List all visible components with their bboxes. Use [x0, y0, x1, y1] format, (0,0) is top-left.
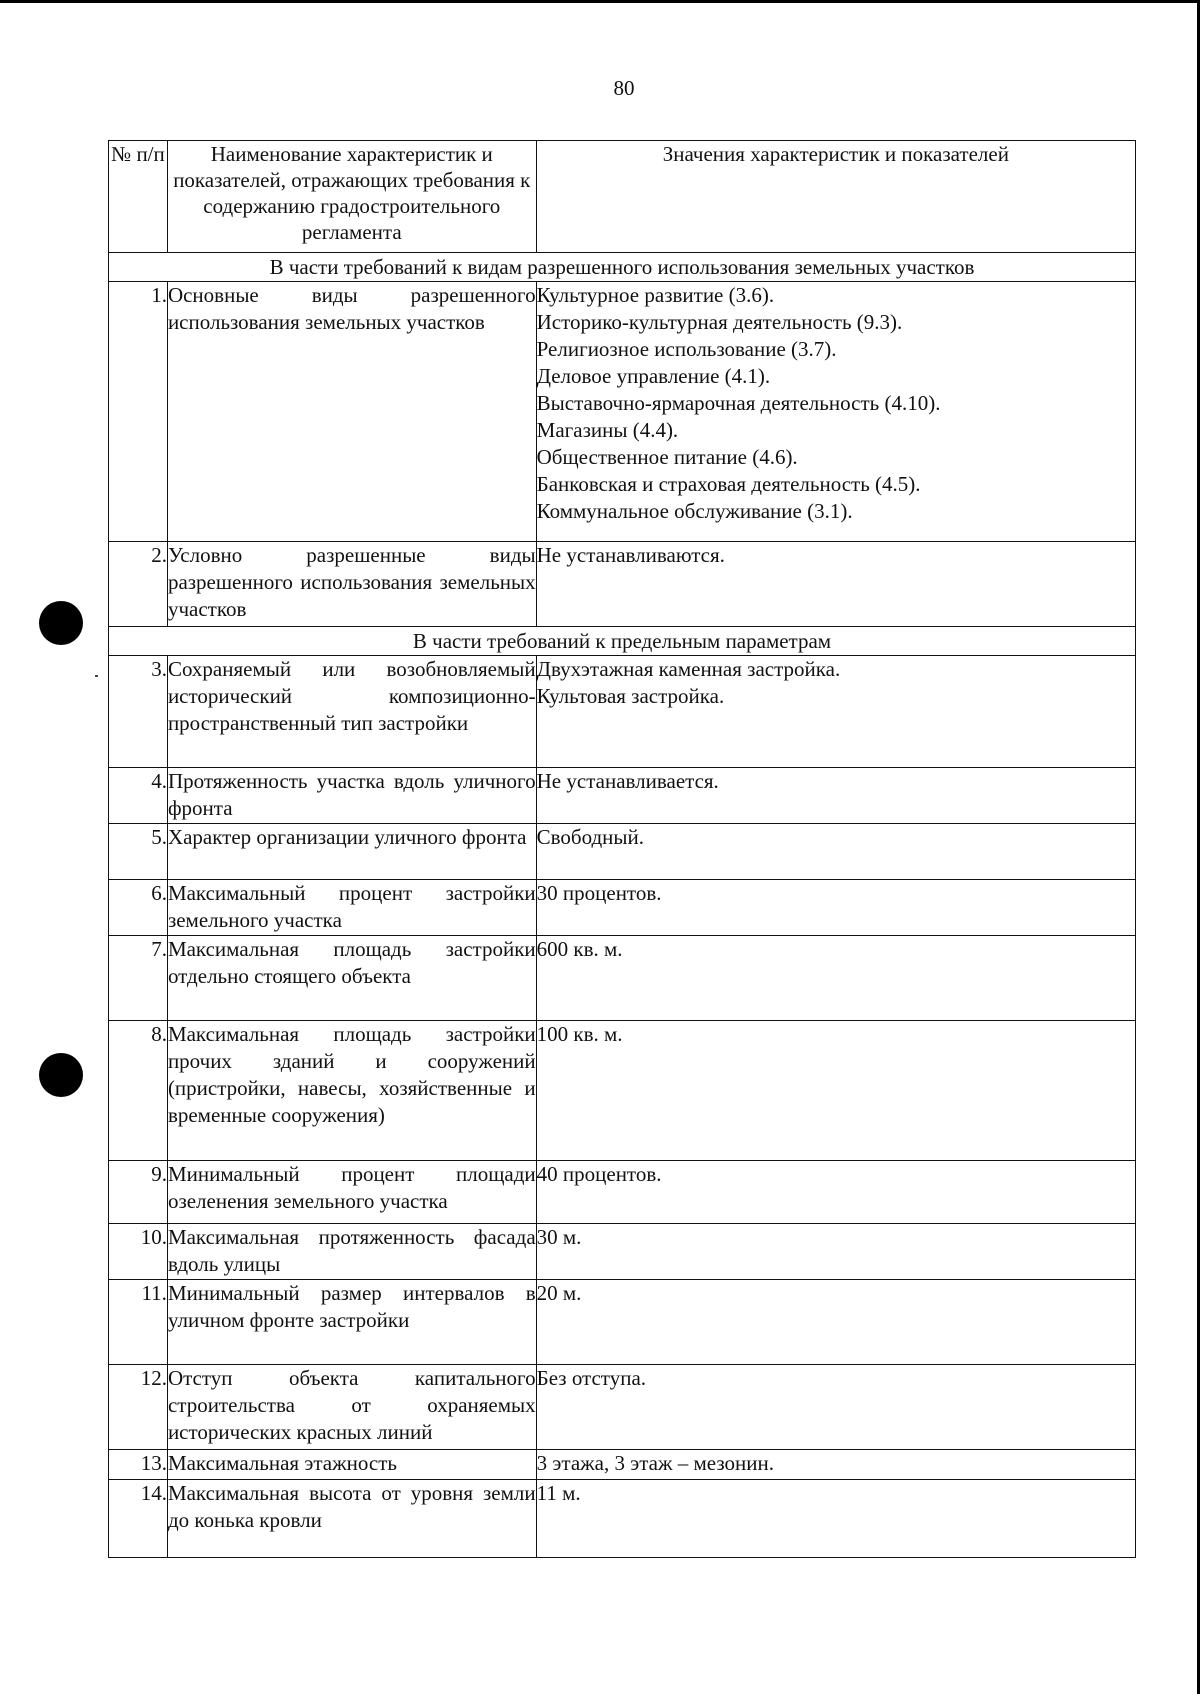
regulation-table — [108, 140, 1136, 1558]
row-num: 2. — [109, 542, 168, 627]
value-line: Историко-культурная деятельность (9.3). — [536, 310, 903, 334]
row-num: 4. — [109, 768, 168, 824]
table-row — [109, 880, 1136, 936]
row-name: Основные виды разрешенного использования земельных участков — [167, 282, 536, 542]
row-value: 40 процентов. — [536, 1161, 1135, 1224]
row-name: Протяженность участка вдоль уличного фронта — [167, 768, 536, 824]
row-num: 8. — [109, 1021, 168, 1161]
row-num: 3. — [109, 656, 168, 768]
value-line: Культурное развитие (3.6). — [536, 283, 775, 307]
row-name: Максимальная протяженность фасада вдоль улицы — [167, 1224, 536, 1280]
value-line: Религиозное использование (3.7). — [536, 337, 837, 361]
row-num: 10. — [109, 1224, 168, 1280]
row-num: 14. — [109, 1480, 168, 1558]
row-num: 13. — [109, 1450, 168, 1480]
row-num: 6. — [109, 880, 168, 936]
row-value: 30 м. — [536, 1224, 1135, 1280]
row-name: Максимальная площадь застройки отдельно стоящего объекта — [167, 936, 536, 1021]
row-name: Отступ объекта капитального строительства от охраняемых исторических красных линий — [167, 1365, 536, 1450]
punch-hole-icon — [39, 1053, 83, 1097]
row-value: 3 этажа, 3 этаж – мезонин. — [536, 1450, 1135, 1480]
scan-edge-top — [0, 0, 1200, 3]
table-row — [109, 1280, 1136, 1365]
table-row — [109, 656, 1136, 768]
value-line: Банковская и страховая деятельность (4.5). — [536, 472, 921, 496]
value-line: Выставочно-ярмарочная деятельность (4.10). — [536, 391, 941, 415]
section-title: В части требований к видам разрешенного использования земельных участков — [109, 253, 1136, 282]
header-name: Наименование характеристик и показателей, отражающих требования к содержанию градостроительного регламента — [167, 141, 536, 253]
row-value: Без отступа. — [536, 1365, 1135, 1450]
table-row — [109, 542, 1136, 627]
row-value: 20 м. — [536, 1280, 1135, 1365]
row-value: 600 кв. м. — [536, 936, 1135, 1021]
row-name: Условно разрешенные виды разрешенного использования земельных участков — [167, 542, 536, 627]
row-name: Максимальная этажность — [167, 1450, 536, 1480]
punch-hole-icon — [39, 601, 83, 645]
table-row — [109, 282, 1136, 542]
scan-speck — [95, 675, 98, 677]
value-line: Магазины (4.4). — [536, 418, 679, 442]
row-name: Максимальная высота от уровня земли до конька кровли — [167, 1480, 536, 1558]
table-row — [109, 1450, 1136, 1480]
value-line: Двухэтажная каменная застройка. — [536, 657, 841, 681]
header-value: Значения характеристик и показателей — [536, 141, 1135, 253]
row-value: 30 процентов. — [536, 880, 1135, 936]
table-row — [109, 1224, 1136, 1280]
section-title: В части требований к предельным параметрам — [109, 627, 1136, 656]
row-value — [536, 282, 1135, 542]
table-row — [109, 1480, 1136, 1558]
row-value: 100 кв. м. — [536, 1021, 1135, 1161]
row-value: Не устанавливаются. — [536, 542, 1135, 627]
row-num: 12. — [109, 1365, 168, 1450]
table-row — [109, 824, 1136, 880]
row-num: 5. — [109, 824, 168, 880]
row-value: Свободный. — [536, 824, 1135, 880]
row-num: 7. — [109, 936, 168, 1021]
table-row — [109, 768, 1136, 824]
row-name: Максимальная площадь застройки прочих зданий и сооружений (пристройки, навесы, хозяйственные и временные сооружения) — [167, 1021, 536, 1161]
value-line: Деловое управление (4.1). — [536, 364, 771, 388]
row-num: 9. — [109, 1161, 168, 1224]
table-row — [109, 1365, 1136, 1450]
table-row — [109, 936, 1136, 1021]
table-row — [109, 1021, 1136, 1161]
row-num: 11. — [109, 1280, 168, 1365]
row-name: Сохраняемый или возобновляемый исторический композиционно-пространственный тип застройки — [167, 656, 536, 768]
row-name: Минимальный размер интервалов в уличном фронте застройки — [167, 1280, 536, 1365]
value-line: Культовая застройка. — [536, 684, 725, 708]
row-name: Минимальный процент площади озеленения земельного участка — [167, 1161, 536, 1224]
value-line: Общественное питание (4.6). — [536, 445, 798, 469]
row-value: 11 м. — [536, 1480, 1135, 1558]
row-value — [536, 656, 1135, 768]
row-name: Максимальный процент застройки земельного участка — [167, 880, 536, 936]
value-line: Коммунальное обслуживание (3.1). — [536, 499, 853, 523]
table-row — [109, 1161, 1136, 1224]
section-row — [109, 627, 1136, 656]
header-row — [109, 141, 1136, 253]
page-number: 80 — [613, 76, 635, 100]
row-num: 1. — [109, 282, 168, 542]
row-value: Не устанавливается. — [536, 768, 1135, 824]
header-num: № п/п — [109, 141, 168, 253]
section-row — [109, 253, 1136, 282]
row-name: Характер организации уличного фронта — [167, 824, 536, 880]
